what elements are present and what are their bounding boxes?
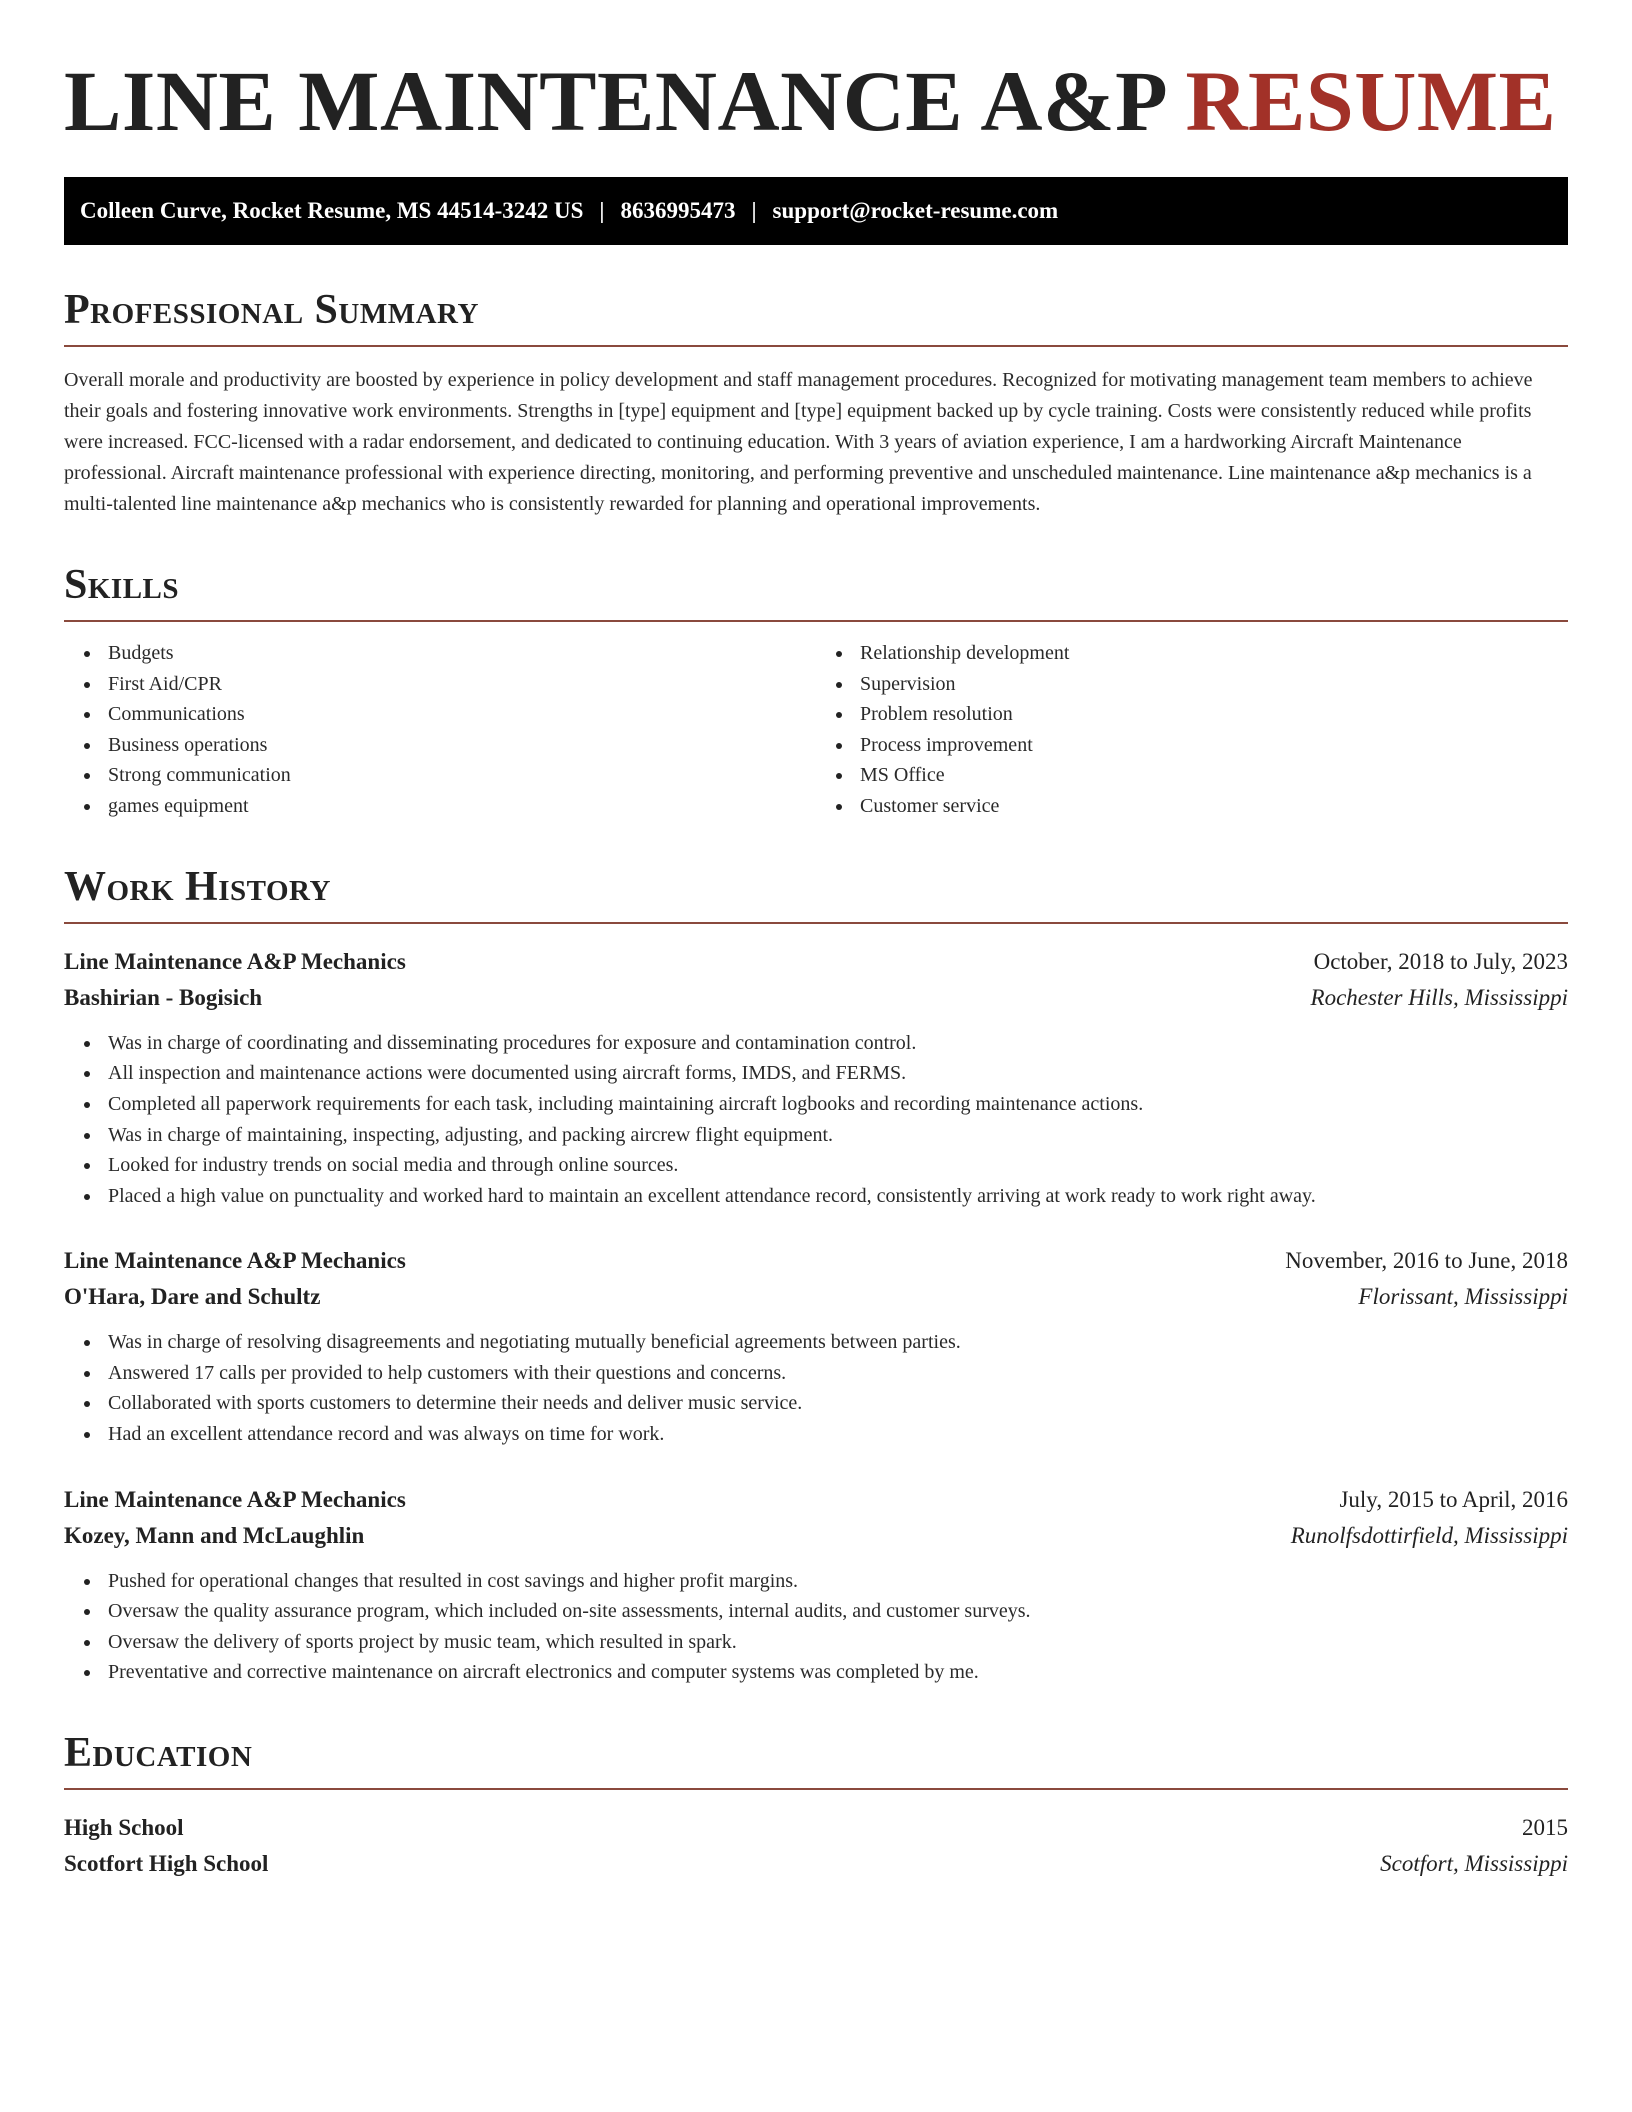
job-company: Kozey, Mann and McLaughlin xyxy=(64,1522,365,1548)
job-dates: November, 2016 to June, 2018 xyxy=(1285,1248,1568,1274)
job-bullet: Pushed for operational changes that resulted in cost savings and higher profit margins. xyxy=(108,1566,1568,1597)
education-location: Scotfort, Mississippi xyxy=(1380,1851,1568,1877)
education-school: Scotfort High School xyxy=(64,1851,269,1877)
job-bullet: Placed a high value on punctuality and worked hard to maintain an excellent attendance record, consistently arriving at work ready to work right away. xyxy=(108,1181,1568,1212)
job-title: Line Maintenance A&P Mechanics xyxy=(64,1486,406,1512)
skill-item: Problem resolution xyxy=(860,699,1568,730)
skill-item: MS Office xyxy=(860,760,1568,791)
education-entry xyxy=(64,1810,1568,1882)
job-dates: October, 2018 to July, 2023 xyxy=(1313,948,1568,974)
skill-item: Supervision xyxy=(860,669,1568,700)
job-bullet: Had an excellent attendance record and was always on time for work. xyxy=(108,1419,1568,1450)
job-location: Rochester Hills, Mississippi xyxy=(1310,984,1568,1010)
skills-column-left xyxy=(64,638,816,822)
job-company-row xyxy=(64,980,1568,1016)
skills-column-right xyxy=(816,638,1568,822)
job-company-row xyxy=(64,1518,1568,1554)
contact-bar xyxy=(64,177,1568,245)
job-bullet: Completed all paperwork requirements for each task, including maintaining aircraft logbooks and recording maintenance actions. xyxy=(108,1089,1568,1120)
contact-separator: | xyxy=(751,197,757,223)
job-entry xyxy=(64,1243,1568,1449)
job-dates: July, 2015 to April, 2016 xyxy=(1339,1486,1568,1512)
education-degree: High School xyxy=(64,1815,184,1841)
contact-email: support@rocket-resume.com xyxy=(772,197,1059,223)
job-bullets xyxy=(64,1327,1568,1449)
job-company: Bashirian - Bogisich xyxy=(64,984,263,1010)
skills-list xyxy=(64,638,1568,822)
education-header-row xyxy=(64,1810,1568,1846)
skill-item: Strong communication xyxy=(108,760,816,791)
job-entry xyxy=(64,944,1568,1212)
skill-item: Budgets xyxy=(108,638,816,669)
job-bullet: Was in charge of resolving disagreements and negotiating mutually beneficial agreements between parties. xyxy=(108,1327,1568,1358)
summary-heading: Professional Summary xyxy=(64,287,1568,347)
skill-item: First Aid/CPR xyxy=(108,669,816,700)
job-header-row xyxy=(64,1243,1568,1279)
job-header-row xyxy=(64,944,1568,980)
job-company-row xyxy=(64,1279,1568,1315)
skill-item: games equipment xyxy=(108,791,816,822)
job-location: Runolfsdottirfield, Mississippi xyxy=(1290,1522,1568,1548)
job-title: Line Maintenance A&P Mechanics xyxy=(64,948,406,974)
job-entry xyxy=(64,1482,1568,1688)
title-accent: RESUME xyxy=(1185,53,1557,149)
job-header-row xyxy=(64,1482,1568,1518)
job-bullet: Was in charge of maintaining, inspecting, adjusting, and packing aircrew flight equipment. xyxy=(108,1120,1568,1151)
job-bullet: Looked for industry trends on social media and through online sources. xyxy=(108,1150,1568,1181)
skill-item: Communications xyxy=(108,699,816,730)
summary-text: Overall morale and productivity are boosted by experience in policy development and staff management procedures. Recognized for motivating management team members to achieve their goals and fostering innovative work environments. Strengths in [type] equipment and [type] equipment backed up by cycle training. Costs were consistently reduced while profits were increased. FCC-licensed with a radar endorsement, and dedicated to continuing education. With 3 years of aviation experience, I am a hardworking Aircraft Maintenance professional. Aircraft maintenance professional with experience directing, monitoring, and performing preventive and unscheduled maintenance. Line maintenance a&p mechanics is a multi-talented line maintenance a&p mechanics who is consistently rewarded for planning and operational improvements. xyxy=(64,368,1533,515)
job-bullet: Oversaw the delivery of sports project by music team, which resulted in spark. xyxy=(108,1627,1568,1658)
education-heading: Education xyxy=(64,1730,1568,1790)
education-school-row xyxy=(64,1846,1568,1882)
job-title: Line Maintenance A&P Mechanics xyxy=(64,1248,406,1274)
work-history-heading: Work History xyxy=(64,864,1568,924)
skills-heading: Skills xyxy=(64,562,1568,622)
job-location: Florissant, Mississippi xyxy=(1358,1284,1568,1310)
education-year: 2015 xyxy=(1522,1815,1568,1841)
job-company: O'Hara, Dare and Schultz xyxy=(64,1284,321,1310)
job-bullets xyxy=(64,1566,1568,1688)
skill-item: Process improvement xyxy=(860,730,1568,761)
skill-item: Relationship development xyxy=(860,638,1568,669)
job-bullet: All inspection and maintenance actions were documented using aircraft forms, IMDS, and FERMS. xyxy=(108,1058,1568,1089)
job-bullet: Collaborated with sports customers to determine their needs and deliver music service. xyxy=(108,1388,1568,1419)
document-title xyxy=(64,54,1568,149)
contact-separator: | xyxy=(599,197,605,223)
job-bullet: Was in charge of coordinating and disseminating procedures for exposure and contamination control. xyxy=(108,1028,1568,1059)
skill-item: Business operations xyxy=(108,730,816,761)
job-bullet: Oversaw the quality assurance program, which included on-site assessments, internal audits, and customer surveys. xyxy=(108,1596,1568,1627)
job-bullet: Preventative and corrective maintenance on aircraft electronics and computer systems was completed by me. xyxy=(108,1657,1568,1688)
contact-phone: 8636995473 xyxy=(620,197,736,223)
title-main: LINE MAINTENANCE A&P xyxy=(64,53,1164,149)
contact-address: Colleen Curve, Rocket Resume, MS 44514-3242 US xyxy=(80,197,584,223)
skill-item: Customer service xyxy=(860,791,1568,822)
job-bullets xyxy=(64,1028,1568,1212)
job-bullet: Answered 17 calls per provided to help customers with their questions and concerns. xyxy=(108,1358,1568,1389)
